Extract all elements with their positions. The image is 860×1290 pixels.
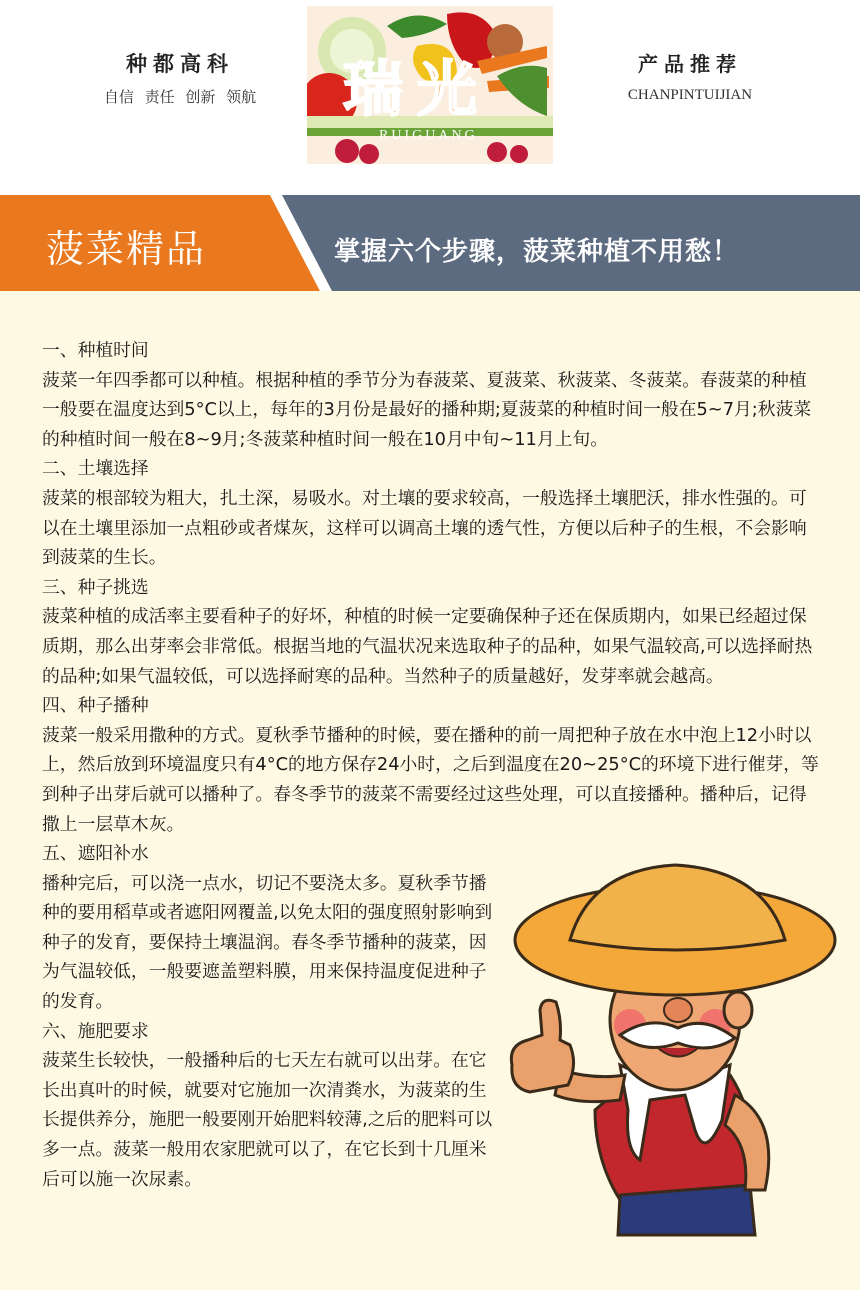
section-body: 播种完后，可以浇一点水，切记不要浇太多。夏秋季节播种的要用稻草或者遮阳网覆盖,以免太阳的强度照射影响到种子的发育，要保持土壤温润。春冬季节播种的菠菜，因为气温较低，一般要遮盖塑料膜，用来保持温度促进种子的发育。 xyxy=(42,872,493,1013)
section-heading: 五、遮阳补水 xyxy=(42,843,149,865)
section-heading: 二、土壤选择 xyxy=(42,458,149,480)
section-body: 菠菜一般采用撒种的方式。夏秋季节播种的时候，要在播种的前一周把种子放在水中泡上12小时以上，然后放到环境温度只有4°C的地方保存24小时，之后到温度在20~25°C的环境下进行催芽，等到种子出芽后就可以播种了。春冬季节的菠菜不需要经过这些处理，可以直接播种。播种后，记得撒上一层草木灰。 xyxy=(42,724,819,835)
header xyxy=(0,0,860,196)
section-label xyxy=(580,48,800,104)
section-label-cn: 产品推荐 xyxy=(638,52,742,76)
section-body: 菠菜一年四季都可以种植。根据种植的季节分为春菠菜、夏菠菜、秋菠菜、冬菠菜。春菠菜的种植一般要在温度达到5°C以上，每年的3月份是最好的播种期;夏菠菜的种植时间一般在5~7月;秋菠菜的种植时间一般在8~9月;冬菠菜种植时间一般在10月中旬~11月上旬。 xyxy=(42,369,812,450)
farmer-thumbs-up-icon xyxy=(500,860,840,1240)
company-slogan: 自信 责任 创新 领航 xyxy=(103,88,257,106)
section-heading: 六、施肥要求 xyxy=(42,1020,149,1042)
section-heading: 一、种植时间 xyxy=(42,340,149,361)
section-label-en: CHANPINTUIJIAN xyxy=(627,87,753,103)
brand-block xyxy=(60,48,300,107)
section-body: 菠菜的根部较为粗大，扎土深，易吸水。对土壤的要求较高，一般选择土壤肥沃，排水性强的。可以在土壤里添加一点粗砂或者煤灰，这样可以调高土壤的透气性，方便以后种子的生根，不会影响到菠菜的生长。 xyxy=(42,487,807,569)
logo xyxy=(307,6,553,164)
logo-text: 瑞光 xyxy=(343,55,491,125)
section-heading: 三、种子挑选 xyxy=(42,576,149,598)
section-heading: 四、种子播种 xyxy=(42,695,149,717)
banner-right-title: 掌握六个步骤，菠菜种植不用愁！ xyxy=(334,237,740,267)
section-body: 菠菜生长较快，一般播种后的七天左右就可以出芽。在它长出真叶的时候，就要对它施加一次清粪水，为菠菜的生长提供养分，施肥一般要刚开始肥料较薄,之后的肥料可以多一点。菠菜一般用农家肥就可以了，在它长到十几厘米后可以施一次尿素。 xyxy=(42,1050,493,1190)
logo-subtext: RUIGUANG xyxy=(379,128,478,143)
company-name: 种都高科 xyxy=(126,51,234,76)
section-body: 菠菜种植的成活率主要看种子的好坏，种植的时候一定要确保种子还在保质期内，如果已经超过保质期，那么出芽率会非常低。根据当地的气温状况来选取种子的品种，如果气温较高,可以选择耐热的品种;如果气温较低，可以选择耐寒的品种。当然种子的质量越好，发芽率就会越高。 xyxy=(42,606,813,687)
banner-left-title: 菠菜精品 xyxy=(46,227,207,271)
